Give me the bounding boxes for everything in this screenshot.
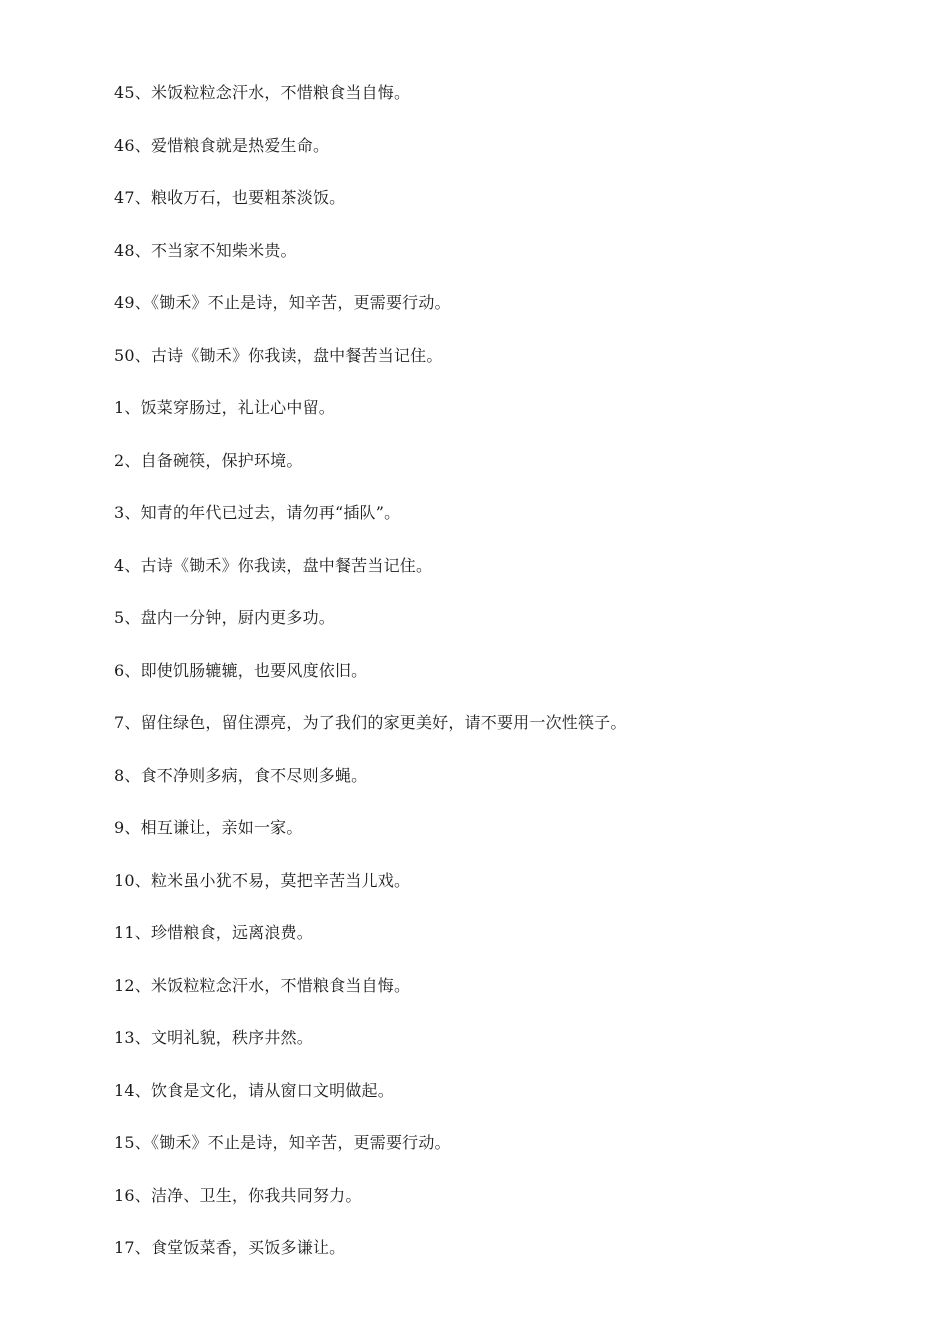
slogan-line: 47、粮收万石，也要粗茶淡饭。 xyxy=(114,188,346,207)
slogan-line: 8、食不净则多病，食不尽则多蝇。 xyxy=(114,765,368,785)
slogan-line: 45、米饭粒粒念汗水，不惜粮食当自悔。 xyxy=(114,83,411,102)
slogan-line: 49、《锄禾》不止是诗，知辛苦，更需要行动。 xyxy=(114,293,451,312)
slogan-line: 6、即使饥肠辘辘，也要风度依旧。 xyxy=(114,660,368,680)
slogan-line: 50、古诗《锄禾》你我读，盘中餐苦当记住。 xyxy=(114,345,443,365)
slogan-line: 15、《锄禾》不止是诗，知辛苦，更需要行动。 xyxy=(114,1133,451,1152)
slogan-line: 11、珍惜粮食，远离浪费。 xyxy=(114,923,313,942)
slogan-line: 3、知青的年代已过去，请勿再“插队”。 xyxy=(114,503,401,522)
slogan-line: 4、古诗《锄禾》你我读，盘中餐苦当记住。 xyxy=(114,555,433,575)
slogan-line: 1、饭菜穿肠过，礼让心中留。 xyxy=(114,398,335,417)
slogan-line: 16、洁净、卫生，你我共同努力。 xyxy=(114,1185,362,1205)
slogan-line: 13、文明礼貌，秩序井然。 xyxy=(114,1028,313,1047)
slogan-line: 46、爱惜粮食就是热爱生命。 xyxy=(114,135,330,155)
slogan-line: 10、粒米虽小犹不易，莫把辛苦当儿戏。 xyxy=(114,870,411,890)
slogan-line: 48、不当家不知柴米贵。 xyxy=(114,240,297,260)
slogan-list xyxy=(114,79,914,1287)
slogan-line: 5、盘内一分钟，厨内更多功。 xyxy=(114,608,335,627)
slogan-line: 9、相互谦让，亲如一家。 xyxy=(114,818,303,837)
slogan-line: 7、留住绿色，留住漂亮，为了我们的家更美好，请不要用一次性筷子。 xyxy=(114,713,627,732)
slogan-line: 14、饮食是文化，请从窗口文明做起。 xyxy=(114,1080,394,1100)
slogan-line: 17、食堂饭菜香，买饭多谦让。 xyxy=(114,1238,346,1257)
slogan-line: 2、自备碗筷，保护环境。 xyxy=(114,450,303,470)
slogan-line: 12、米饭粒粒念汗水，不惜粮食当自悔。 xyxy=(114,975,411,995)
